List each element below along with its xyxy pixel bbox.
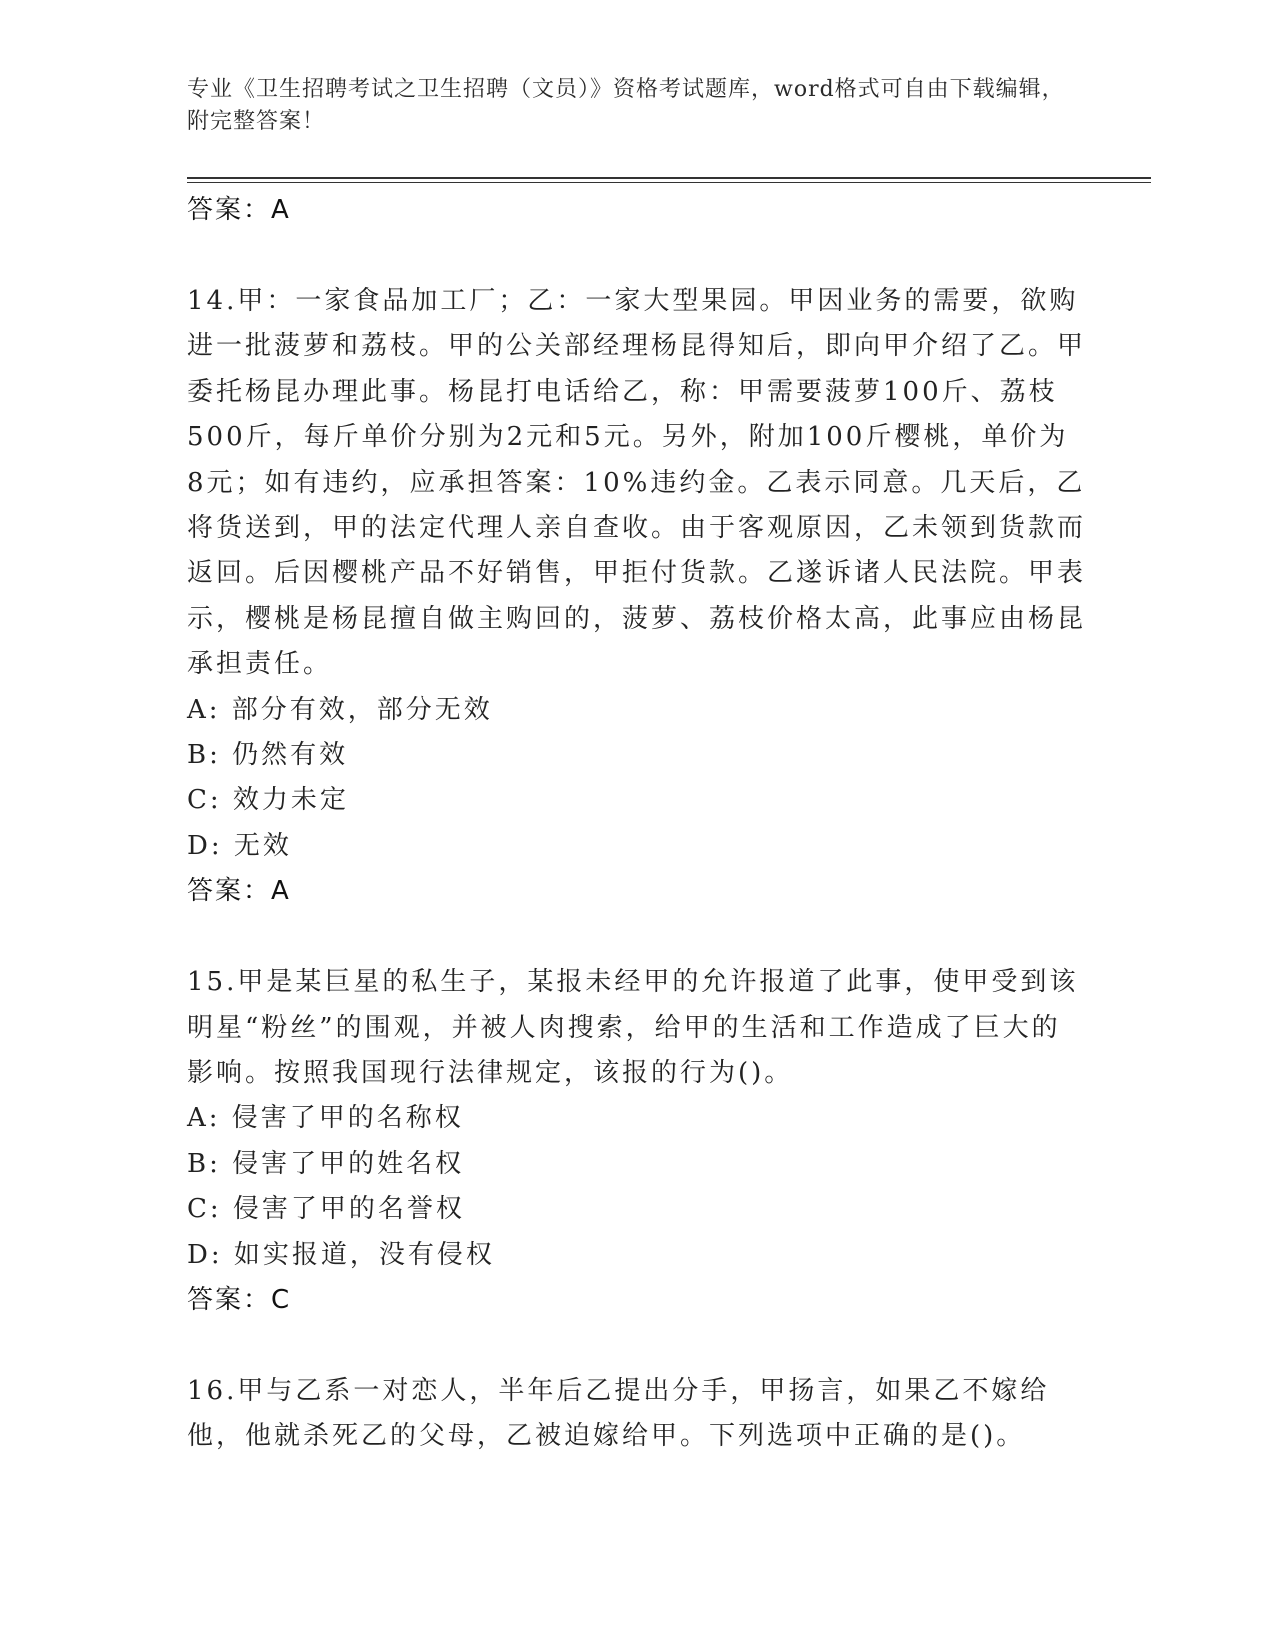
question-15 [187, 960, 1087, 1323]
question-14 [187, 279, 1087, 914]
document-body [187, 188, 1087, 1460]
header-rule-thick [187, 177, 1151, 179]
option-b: B: 仍然有效 [187, 740, 349, 771]
option-a: A: 部分有效，部分无效 [187, 694, 493, 725]
answer-line: 答案：C [187, 1285, 292, 1315]
question-text: 15.甲是某巨星的私生子，某报未经甲的允许报道了此事，使甲受到该明星“粉丝”的围观，并被人肉搜索，给甲的生活和工作造成了巨大的影响。按照我国现行法律规定，该报的行为()。 [187, 967, 1079, 1089]
option-c: C: 效力未定 [187, 785, 349, 816]
document-header: 专业《卫生招聘考试之卫生招聘（文员）》资格考试题库，word格式可自由下载编辑，附完整答案！ [187, 77, 1065, 134]
answer-line: 答案：A [187, 195, 291, 225]
option-a: A: 侵害了甲的名称权 [187, 1103, 464, 1134]
option-b: B: 侵害了甲的姓名权 [187, 1148, 465, 1179]
question-16 [187, 1369, 1087, 1460]
header-rule-thin [187, 182, 1151, 183]
question-text: 14.甲：一家食品加工厂；乙：一家大型果园。甲因业务的需要，欲购进一批菠萝和荔枝。甲的公关部经理杨昆得知后，即向甲介绍了乙。甲委托杨昆办理此事。杨昆打电话给乙，称：甲需要菠萝100斤、荔枝500斤，每斤单价分别为2元和5元。另外，附加100斤樱桃，单价为8元；如有违约，应承担答案：10%违约金。乙表示同意。几天后，乙将货送到，甲的法定代理人亲自查收。由于客观原因，乙未领到货款而返回。后因樱桃产品不好销售，甲拒付货款。乙遂诉诸人民法院。甲表示，樱桃是杨昆擅自做主购回的，菠萝、荔枝价格太高，此事应由杨昆承担责任。 [187, 286, 1087, 680]
answer-line: 答案：A [187, 876, 291, 907]
option-d: D: 无效 [187, 830, 292, 861]
question-text: 16.甲与乙系一对恋人，半年后乙提出分手，甲扬言，如果乙不嫁给他，他就杀死乙的父母，乙被迫嫁给甲。下列选项中正确的是()。 [187, 1376, 1050, 1452]
option-d: D: 如实报道，没有侵权 [187, 1239, 495, 1270]
option-c: C: 侵害了甲的名誉权 [187, 1194, 465, 1225]
